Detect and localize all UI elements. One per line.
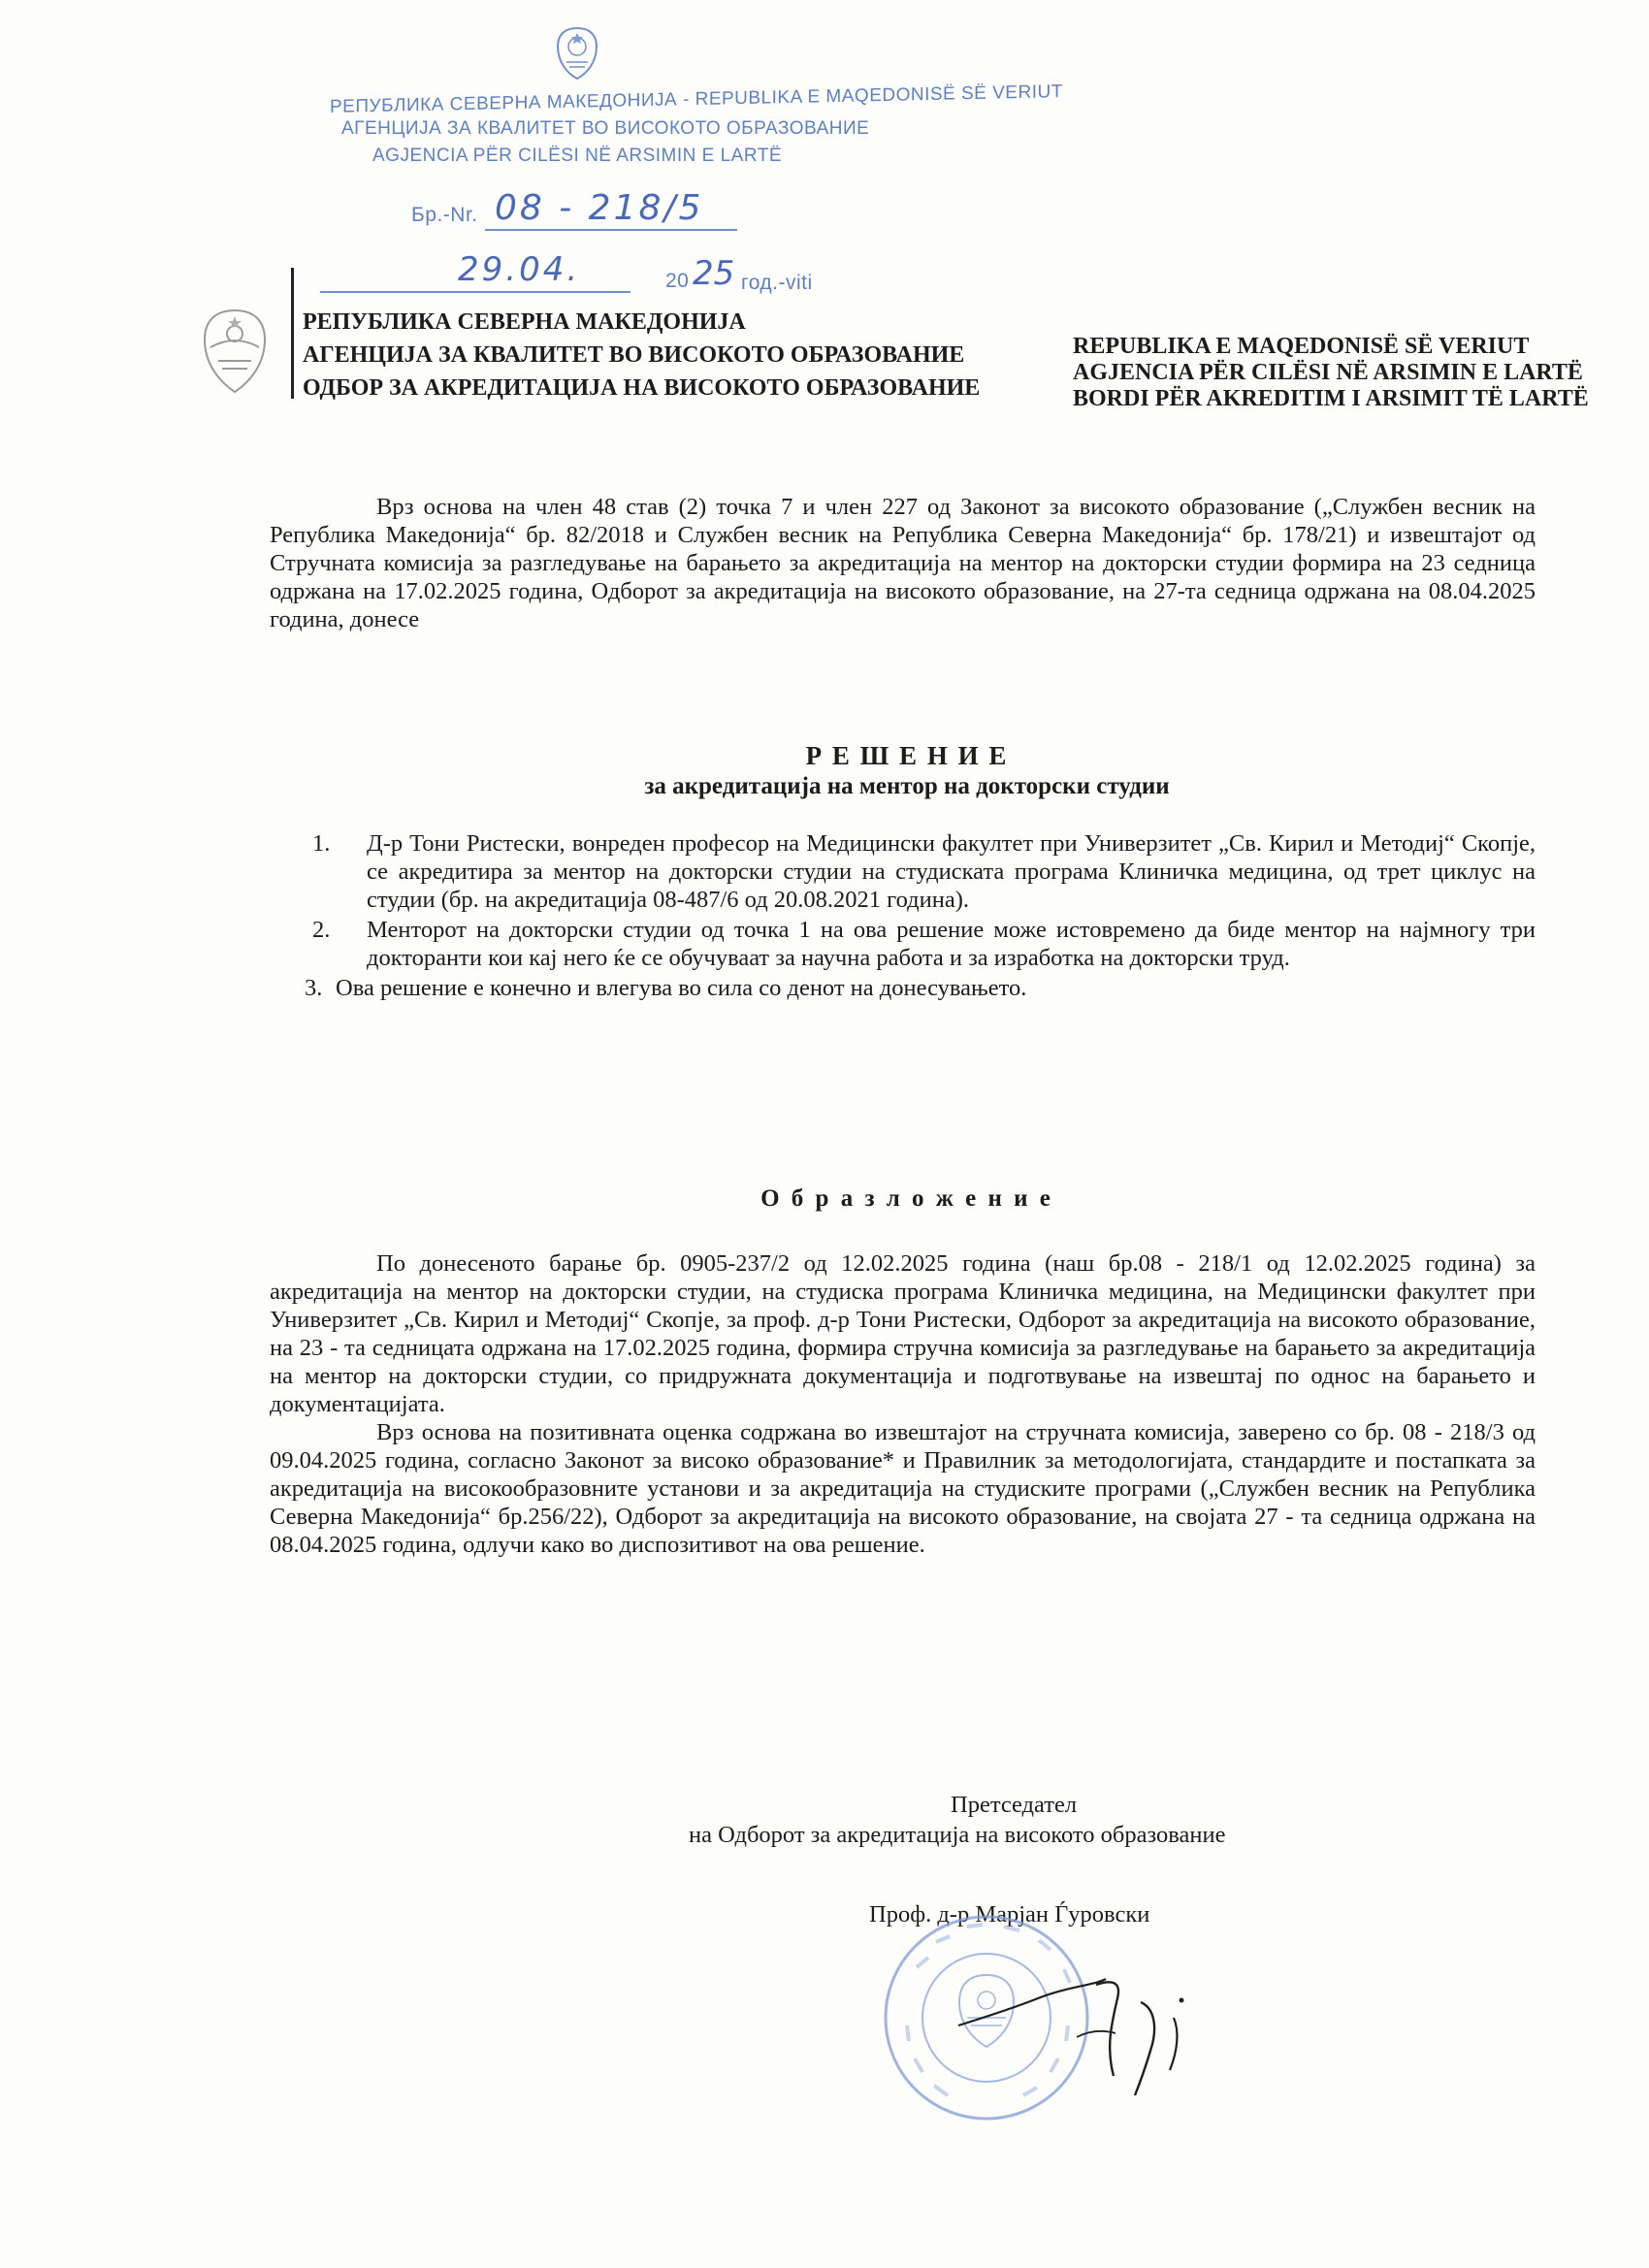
- reasoning-section: [270, 1249, 1536, 1559]
- intro-paragraph: [270, 493, 1536, 633]
- decision-item: [270, 916, 1536, 972]
- stamp-year-suffix: год.-viti: [741, 272, 813, 294]
- coat-of-arms-icon: [197, 305, 273, 398]
- stamp-number-label: Бр.-Nr.: [411, 204, 478, 226]
- stamp-line-1: РЕПУБЛИКА СЕВЕРНА МАКЕДОНИЈА - REPUBLIKA E MAQEDONISË SË VERIUT: [330, 81, 1063, 117]
- decision-item-text: Д-р Тони Ристески, вонреден професор на Медицински факултет при Универзитет „Св. Кирил и Методиј“ Скопје, се акредитира за ментор на докторски студии на студиската програма Клиничка медицина, од трет циклус на студии (бр. на акредитација 08-487/6 од 20.08.2021 година).: [367, 830, 1536, 913]
- decision-item: [270, 974, 1536, 1002]
- decision-item-text: Ова решение е конечно и влегува во сила со денот на донесувањето.: [336, 975, 1027, 1001]
- signature-name: Проф. д-р Марјан Ѓуровски: [869, 1901, 1150, 1928]
- decision-item-text: Менторот на докторски студии од точка 1 на ова решение може истовремено да биде ментор на најмногу три докторанти кои кај него ќе се обучуваат за научна работа и за изработка на докторски труд.: [367, 917, 1536, 971]
- header-mk-board: ОДБОР ЗА АКРЕДИТАЦИЈА НА ВИСОКОТО ОБРАЗОВАНИЕ: [303, 375, 981, 401]
- decision-subtitle: за акредитација на ментор на докторски студии: [644, 773, 1170, 799]
- stamp-year-value: 25: [693, 254, 735, 293]
- stamp-year-prefix: 20: [665, 270, 690, 292]
- decision-item-number: 3.: [305, 975, 323, 1001]
- stamp-date-underline: [320, 291, 630, 293]
- handwritten-signature-icon: [951, 1950, 1232, 2105]
- intro-text: Врз основа на член 48 став (2) точка 7 и член 227 од Законот за високото образование („Службен весник на Република Македонија“ бр. 82/2018 и Службен весник на Република Северна Македонија“ бр. 178/21) и извештајот од Стручната комисија за разгледување на барањето за акредитација на ментор на докторски студии формира на 23 седница одржана на 17.02.2025 година, Одборот за акредитација на високото образование, на 27-та седница одржана на 08.04.2025 година, донесе: [270, 494, 1536, 632]
- reasoning-paragraph-2: Врз основа на позитивната оценка содржана во извештајот на стручната комисија, заверено со бр. 08 - 218/3 од 09.04.2025 година, согласно Законот за високо образование* и Правилник за методологијата, стандардите и постапката за акредитација на високообразовните установи и за акредитација на студиските програми („Службен весник на Република Северна Македонија“ бр.256/22), Одборот за акредитација на високото образование, на својата 27 - та седница одржана на 08.04.2025 година, одлучи како во диспозитивот на ова решение.: [270, 1419, 1536, 1558]
- signature-body: на Одборот за акредитација на високото образование: [689, 1822, 1226, 1848]
- stamp-number-underline: [485, 229, 737, 231]
- header-al-board: BORDI PËR AKREDITIM I ARSIMIT TË LARTË: [1073, 386, 1589, 411]
- stamp-line-2: АГЕНЦИЈА ЗА КВАЛИТЕТ ВО ВИСОКОТО ОБРАЗОВАНИЕ: [341, 118, 870, 139]
- header-mk-country: РЕПУБЛИКА СЕВЕРНА МАКЕДОНИЈА: [303, 309, 746, 335]
- decision-items: [270, 829, 1536, 1002]
- stamp-number-value: 08 - 218/5: [495, 188, 704, 228]
- stamp-date-value: 29.04.: [458, 250, 581, 289]
- decision-item-number: 1.: [312, 830, 331, 857]
- stamp-line-3: AGJENCIA PËR CILËSI NË ARSIMIN E LARTË: [372, 146, 782, 166]
- header-al-country: REPUBLIKA E MAQEDONISË SË VERIUT: [1073, 334, 1530, 359]
- reasoning-title: О б р а з л о ж е н и е: [760, 1185, 1053, 1212]
- decision-item: [270, 829, 1536, 914]
- decision-item-number: 2.: [312, 917, 331, 943]
- header-mk-agency: АГЕНЦИЈА ЗА КВАЛИТЕТ ВО ВИСОКОТО ОБРАЗОВАНИЕ: [303, 342, 965, 368]
- header-al-agency: AGJENCIA PËR CILËSI NË ARSIMIN E LARTË: [1073, 360, 1583, 385]
- decision-title: Р Е Ш Е Н И Е: [805, 741, 1009, 770]
- header-divider: [291, 268, 294, 399]
- signature-role: Претседател: [951, 1792, 1078, 1818]
- reasoning-paragraph-1: По донесеното барање бр. 0905-237/2 од 12.02.2025 година (наш бр.08 - 218/1 од 12.02.2025 година) за акредитација на ментор на докторски студии, на студиска програма Клиничка медицина, на Медицински факултет при Универзитет „Св. Кирил и Методиј“ Скопје, за проф. д-р Тони Ристески, Одборот за акредитација на високото образование, на 23 - та седницата одржана на 17.02.2025 година, формира стручна комисија за разгледување на барањето за акредитација на ментор на докторски студии, со придружната документација и подготвување на извештај по однос на барањето и документацијата.: [270, 1250, 1536, 1417]
- coat-of-arms-small-icon: [553, 25, 601, 81]
